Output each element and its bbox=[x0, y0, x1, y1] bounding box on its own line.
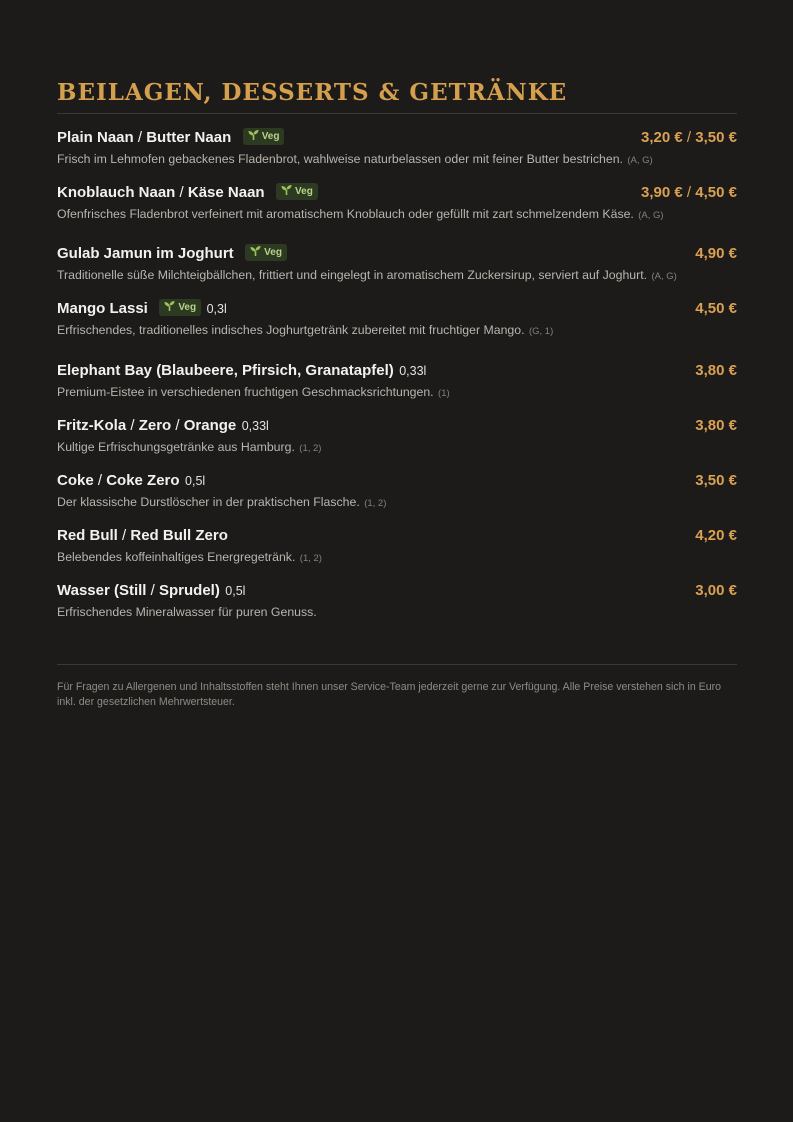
item-name-separator: / bbox=[117, 527, 131, 544]
item-volume: 0,3l bbox=[206, 302, 227, 316]
veg-label: Veg bbox=[178, 301, 197, 313]
allergen-codes: (A, G) bbox=[638, 210, 664, 221]
description-text: Frisch im Lehmofen gebackenes Fladenbrot, wahlweise naturbelassen oder mit feiner Butter bestrichen. bbox=[57, 152, 623, 166]
veg-badge bbox=[159, 299, 201, 316]
sprout-icon bbox=[280, 184, 293, 196]
price-value: 3,20 € bbox=[641, 129, 683, 146]
price-value: 3,90 € bbox=[641, 184, 683, 201]
menu-item-wasser bbox=[57, 581, 737, 620]
allergen-codes: (A, G) bbox=[651, 271, 677, 282]
veg-badge bbox=[245, 244, 287, 261]
allergen-codes: (1, 2) bbox=[299, 443, 322, 454]
item-name-separator: / bbox=[171, 417, 184, 434]
sprout-icon bbox=[163, 300, 176, 312]
veg-badge bbox=[243, 128, 285, 145]
item-name-alt: Red Bull Zero bbox=[130, 527, 228, 544]
footer-divider bbox=[57, 664, 737, 665]
item-name-alt: Käse Naan bbox=[187, 184, 265, 201]
item-name-alt: Butter Naan bbox=[146, 129, 232, 146]
item-price bbox=[695, 244, 737, 264]
price-value-alt: 4,50 € bbox=[695, 184, 737, 201]
item-price bbox=[695, 471, 737, 491]
price-value: 3,50 € bbox=[695, 472, 737, 489]
veg-badge bbox=[276, 183, 318, 200]
description-text: Belebendes koffeinhaltiges Energregetränk. bbox=[57, 550, 296, 564]
sprout-icon bbox=[247, 129, 260, 141]
allergen-codes: (A, G) bbox=[627, 155, 653, 166]
footer-note: Für Fragen zu Allergenen und Inhaltsstoffen steht Ihnen unser Service-Team jederzeit gerne zur Verfügung. Alle Preise verstehen sich in Euro inkl. der gesetzlichen Mehrwertsteuer. bbox=[57, 681, 722, 708]
item-name-separator: / bbox=[175, 184, 188, 201]
item-description bbox=[57, 384, 737, 402]
item-name: Coke bbox=[57, 472, 94, 489]
item-description bbox=[57, 549, 737, 567]
item-name-separator: / bbox=[146, 582, 159, 599]
item-description bbox=[57, 494, 737, 512]
menu-item-coke bbox=[57, 471, 737, 512]
item-name: Knoblauch Naan bbox=[57, 184, 176, 201]
veg-label: Veg bbox=[261, 130, 280, 142]
item-price bbox=[641, 128, 737, 148]
veg-label: Veg bbox=[264, 246, 282, 258]
menu-item-knoblauch-naan bbox=[57, 183, 737, 224]
menu-item-elephant-bay bbox=[57, 361, 737, 402]
description-text: Ofenfrisches Fladenbrot verfeinert mit aromatischem Knoblauch oder gefüllt mit zart schmelzendem Käse. bbox=[57, 207, 634, 221]
item-name: Plain Naan bbox=[57, 129, 134, 146]
item-name-separator: / bbox=[93, 472, 107, 489]
item-description bbox=[57, 439, 737, 457]
price-separator: / bbox=[682, 184, 696, 201]
item-name-alt: Zero bbox=[138, 417, 172, 434]
item-description bbox=[57, 604, 737, 620]
item-name-alt: Coke Zero bbox=[106, 472, 180, 489]
description-text: Premium-Eistee in verschiedenen fruchtigen Geschmacksrichtungen. bbox=[57, 385, 434, 399]
menu-item-plain-naan bbox=[57, 128, 737, 169]
allergen-codes: (1) bbox=[438, 388, 450, 399]
menu-item-fritz-kola bbox=[57, 416, 737, 457]
item-name-separator: / bbox=[126, 417, 139, 434]
item-volume: 0,33l bbox=[241, 419, 269, 433]
description-text: Kultige Erfrischungsgetränke aus Hamburg. bbox=[57, 440, 295, 454]
item-name: Wasser (Still bbox=[57, 582, 147, 599]
item-volume: 0,5l bbox=[185, 474, 206, 488]
allergen-codes: (1, 2) bbox=[299, 553, 322, 564]
item-description bbox=[57, 322, 737, 340]
item-volume: 0,5l bbox=[225, 584, 246, 598]
item-name: Red Bull bbox=[57, 527, 118, 544]
veg-label: Veg bbox=[295, 185, 313, 197]
item-name: Gulab Jamun im Joghurt bbox=[57, 245, 234, 262]
item-name: Fritz-Kola bbox=[57, 417, 127, 434]
allergen-codes: (G, 1) bbox=[528, 326, 554, 337]
title-divider bbox=[57, 113, 737, 114]
item-description bbox=[57, 151, 737, 169]
price-value: 4,20 € bbox=[695, 527, 737, 544]
item-name-separator: / bbox=[133, 129, 147, 146]
item-name: Mango Lassi bbox=[57, 300, 148, 317]
menu-item-mango-lassi bbox=[57, 299, 737, 340]
menu-item-gulab-jamun bbox=[57, 244, 737, 285]
price-value: 3,00 € bbox=[695, 582, 737, 599]
item-price bbox=[695, 526, 737, 546]
item-description bbox=[57, 206, 737, 224]
allergen-codes: (1, 2) bbox=[364, 498, 387, 509]
section-title: BEILAGEN, DESSERTS & GETRÄNKE bbox=[57, 79, 568, 106]
price-separator: / bbox=[682, 129, 696, 146]
item-name-alt: Orange bbox=[183, 417, 237, 434]
description-text: Der klassische Durstlöscher in der praktischen Flasche. bbox=[57, 495, 360, 509]
price-value: 4,90 € bbox=[695, 245, 737, 262]
item-price bbox=[695, 361, 737, 381]
price-value: 3,80 € bbox=[695, 417, 737, 434]
item-description bbox=[57, 267, 737, 285]
description-text: Traditionelle süße Milchteigbällchen, frittiert und eingelegt in aromatischem Zuckersirup, serviert auf Joghurt. bbox=[57, 268, 648, 282]
item-price bbox=[695, 416, 737, 436]
price-value: 3,80 € bbox=[695, 362, 737, 379]
item-name: Elephant Bay (Blaubeere, Pfirsich, Granatapfel) bbox=[57, 362, 394, 379]
price-value-alt: 3,50 € bbox=[695, 129, 737, 146]
description-text: Erfrischendes Mineralwasser für puren Genuss. bbox=[57, 605, 317, 619]
menu-item-red-bull bbox=[57, 526, 737, 567]
item-price bbox=[695, 581, 737, 601]
sprout-icon bbox=[249, 245, 262, 257]
price-value: 4,50 € bbox=[695, 300, 737, 317]
item-volume: 0,33l bbox=[399, 364, 427, 378]
description-text: Erfrischendes, traditionelles indisches Joghurtgetränk zubereitet mit fruchtiger Mango. bbox=[57, 323, 525, 337]
item-price bbox=[641, 183, 737, 203]
item-price bbox=[695, 299, 737, 319]
item-name-alt: Sprudel) bbox=[159, 582, 220, 599]
